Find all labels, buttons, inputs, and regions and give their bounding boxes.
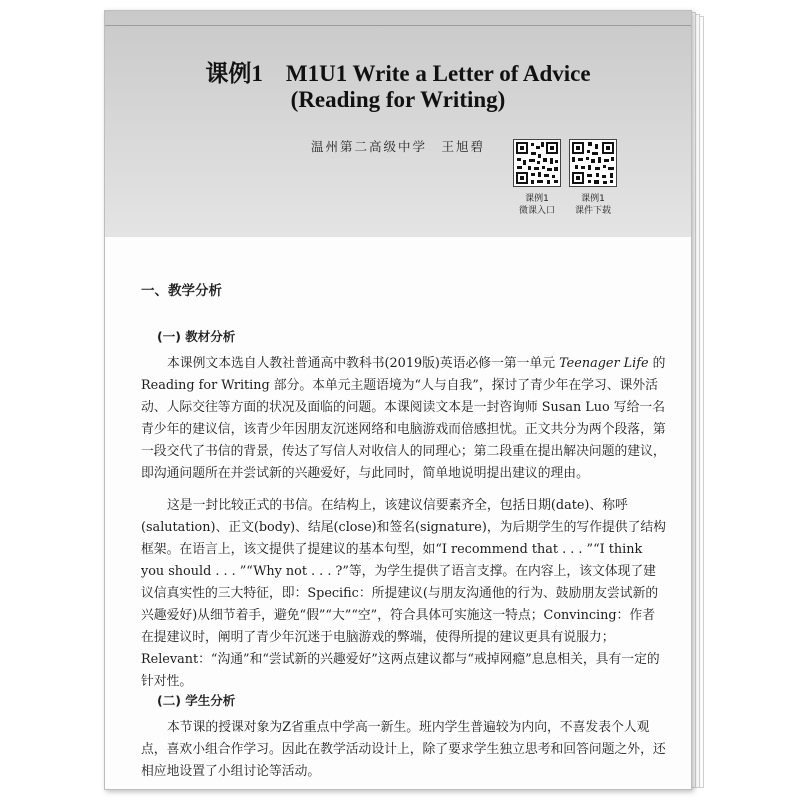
qr-label-line: 微课入口 bbox=[518, 206, 555, 216]
qr-code-icon[interactable] bbox=[513, 139, 561, 187]
qr-label-line: 课例1 bbox=[525, 194, 549, 204]
para-italic-title: Teenager Life bbox=[559, 356, 649, 371]
subsection-heading-students: (二) 学生分析 bbox=[157, 693, 236, 708]
paragraph-student-analysis bbox=[141, 717, 667, 783]
author-line: 温州第二高级中学 王旭碧 bbox=[310, 139, 485, 154]
lesson-title: 课例1 M1U1 Write a Letter of Advice bbox=[205, 61, 591, 86]
qr-code-icon[interactable] bbox=[569, 139, 617, 187]
qr-label-line: 课例1 bbox=[581, 194, 605, 204]
para-text: 的 Reading for Writing 部分。本单元主题语境为“人与自我”，探讨了青少年在学习、课外活动、人际交往等方面的状况及面临的问题。本课阅读文本是一封咨询师 Susan Luo 写给一名青少年的建议信，该青少年因朋友沉迷网络和电脑游戏而倍感担忧。正文共分为两个段落，第一段交代了书信的背景，传达了写信人对收信人的同理心；第二段重在提出解决问题的建议，即沟通问题所在并尝试新的兴趣爱好，与此同时，简单地说明提出建议的理由。 bbox=[141, 356, 666, 481]
header-divider bbox=[105, 25, 691, 26]
book-page bbox=[104, 10, 692, 790]
paragraph-textbook-analysis-1 bbox=[141, 353, 667, 485]
para-text: 本节课的授课对象为Z省重点中学高一新生。班内学生普遍较为内向，不喜发表个人观点，喜欢小组合作学习。因此在教学活动设计上，除了要求学生独立思考和回答问题之外，还相应地设置了小组讨论等活动。 bbox=[141, 720, 666, 779]
qr-label-line: 课件下载 bbox=[574, 206, 611, 216]
section-heading: 一、教学分析 bbox=[141, 283, 222, 299]
paragraph-textbook-analysis-2 bbox=[141, 495, 667, 693]
qr-label-micro-lesson bbox=[507, 193, 567, 217]
lesson-subtitle: (Reading for Writing) bbox=[290, 87, 506, 112]
para-text: 这是一封比较正式的书信。在结构上，该建议信要素齐全，包括日期(date)、称呼(salutation)、正文(body)、结尾(close)和签名(signature)，为后期学生的写作提供了结构框架。在语言上，该文提供了提建议的基本句型，如“I recommend that . . . ”“I think you should . . . ”“Why not . . . ?”等，为学生提供了语言支撑。在内容上，该文体现了建议信真实性的三大特征，即：Specific：所提建议(与朋友沟通他的行为、鼓励朋友尝试新的兴趣爱好)从细节着手，避免“假”“大”“空”，符合具体可实施这一特点；Convincing：作者在提建议时，阐明了青少年沉迷于电脑游戏的弊端，使得所提的建议更具有说服力；Relevant：“沟通”和“尝试新的兴趣爱好”这两点建议都与“戒掉网瘾”息息相关，具有一定的针对性。 bbox=[141, 498, 666, 689]
qr-label-slides-download bbox=[563, 193, 623, 217]
subsection-heading-textbook: (一) 教材分析 bbox=[157, 329, 236, 344]
para-text: 本课例文本选自人教社普通高中教科书(2019版)英语必修一第一单元 bbox=[167, 356, 560, 371]
